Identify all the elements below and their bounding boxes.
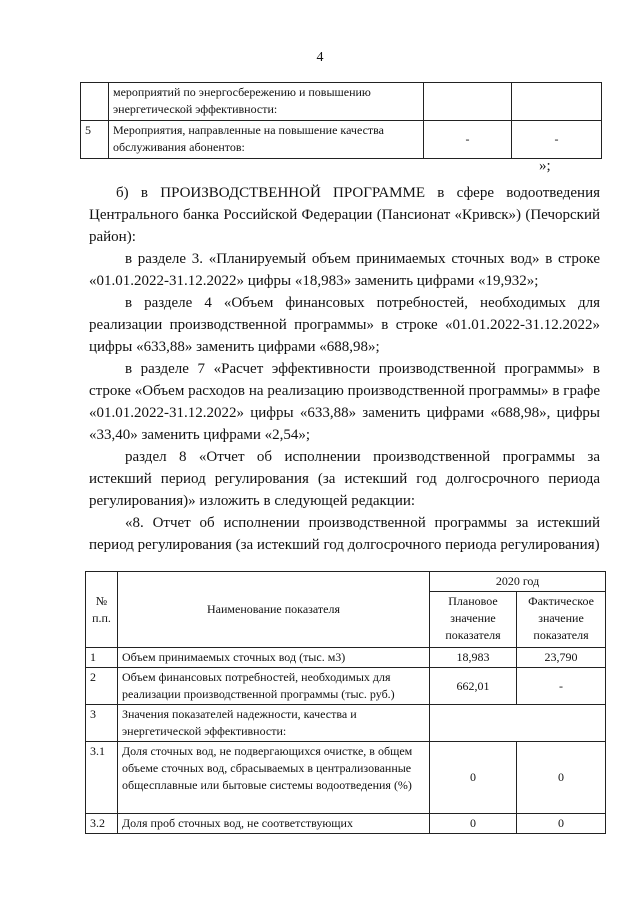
closing-quote: »; [539,158,551,174]
paragraph-section-3: в разделе 3. «Планируемый объем принимаемых сточных вод» в строке «01.01.2022-31.12.2022» цифры «18,983» заменить цифрами «19,932»; [89,251,600,289]
row-number: 1 [86,648,118,668]
table-row [86,668,606,705]
row-number [81,83,109,121]
plan-value: 0 [430,814,517,834]
table-row [81,121,602,159]
table-row [86,648,606,668]
row-number: 3 [86,705,118,742]
paragraph-b: б) в ПРОИЗВОДСТВЕННОЙ ПРОГРАММЕ в сфере водоотведения Центрального банка Российской Федерации (Пансионат «Кривск») (Печорский район): [89,185,600,245]
paragraph-section-4: в разделе 4 «Объем финансовых потребностей, необходимых для реализации производственной программы» в строке «01.01.2022-31.12.2022» цифры «633,88» заменить цифрами «688,98»; [89,295,600,355]
paragraph-section-7: в разделе 7 «Расчет эффективности производственной программы» в строке «Объем расходов на реализацию производственной программы» в графе «01.01.2022-31.12.2022» цифры «633,88» заменить цифрами «688,98», цифры «33,40» заменить цифрами «2,54»; [89,361,600,443]
fact-value: 0 [517,742,606,814]
table-row [86,742,606,814]
plan-value: 18,983 [430,648,517,668]
indicator-name: Значения показателей надежности, качества и энергетической эффективности: [118,705,430,742]
row-number: 2 [86,668,118,705]
header-num: № п.п. [86,572,118,648]
row-number: 3.2 [86,814,118,834]
fact-value: - [512,121,602,159]
indicator-name: Доля проб сточных вод, не соответствующих [118,814,430,834]
header-plan: Плановое значение показателя [430,592,517,648]
paragraph-report-title: «8. Отчет об исполнении производственной программы за истекший период регулирования (за истекший год долгосрочного периода регулирования) [89,515,600,553]
plan-value: 0 [430,742,517,814]
plan-value: 662,01 [430,668,517,705]
indicator-name: Объем принимаемых сточных вод (тыс. м3) [118,648,430,668]
plan-value: - [424,121,512,159]
plan-value [424,83,512,121]
header-year: 2020 год [430,572,606,592]
indicator-name: Объем финансовых потребностей, необходимых для реализации производственной программы (тыс. руб.) [118,668,430,705]
empty-cell [430,705,606,742]
indicator-name: Доля сточных вод, не подвергающихся очистке, в общем объеме сточных вод, сбрасываемых в централизованные общесплавные или бытовые системы водоотведения (%) [118,742,430,814]
paragraph-section-8: раздел 8 «Отчет об исполнении производственной программы за истекший период регулирования (за истекший год долгосрочного периода регулирования)» изложить в следующей редакции: [89,449,600,509]
fact-value [512,83,602,121]
page-number: 4 [316,50,324,65]
header-fact: Фактическое значение показателя [517,592,606,648]
indicator-name: мероприятий по энергосбережению и повышению энергетической эффективности: [109,83,424,121]
fact-value: 23,790 [517,648,606,668]
table-row [86,814,606,834]
indicator-name: Мероприятия, направленные на повышение качества обслуживания абонентов: [109,121,424,159]
row-number: 5 [81,121,109,159]
table-row [86,705,606,742]
header-name: Наименование показателя [118,572,430,648]
table-header-row [86,572,606,592]
fact-value: 0 [517,814,606,834]
fact-value: - [517,668,606,705]
report-table [85,571,606,834]
table-row [81,83,602,121]
row-number: 3.1 [86,742,118,814]
top-table [80,82,602,159]
